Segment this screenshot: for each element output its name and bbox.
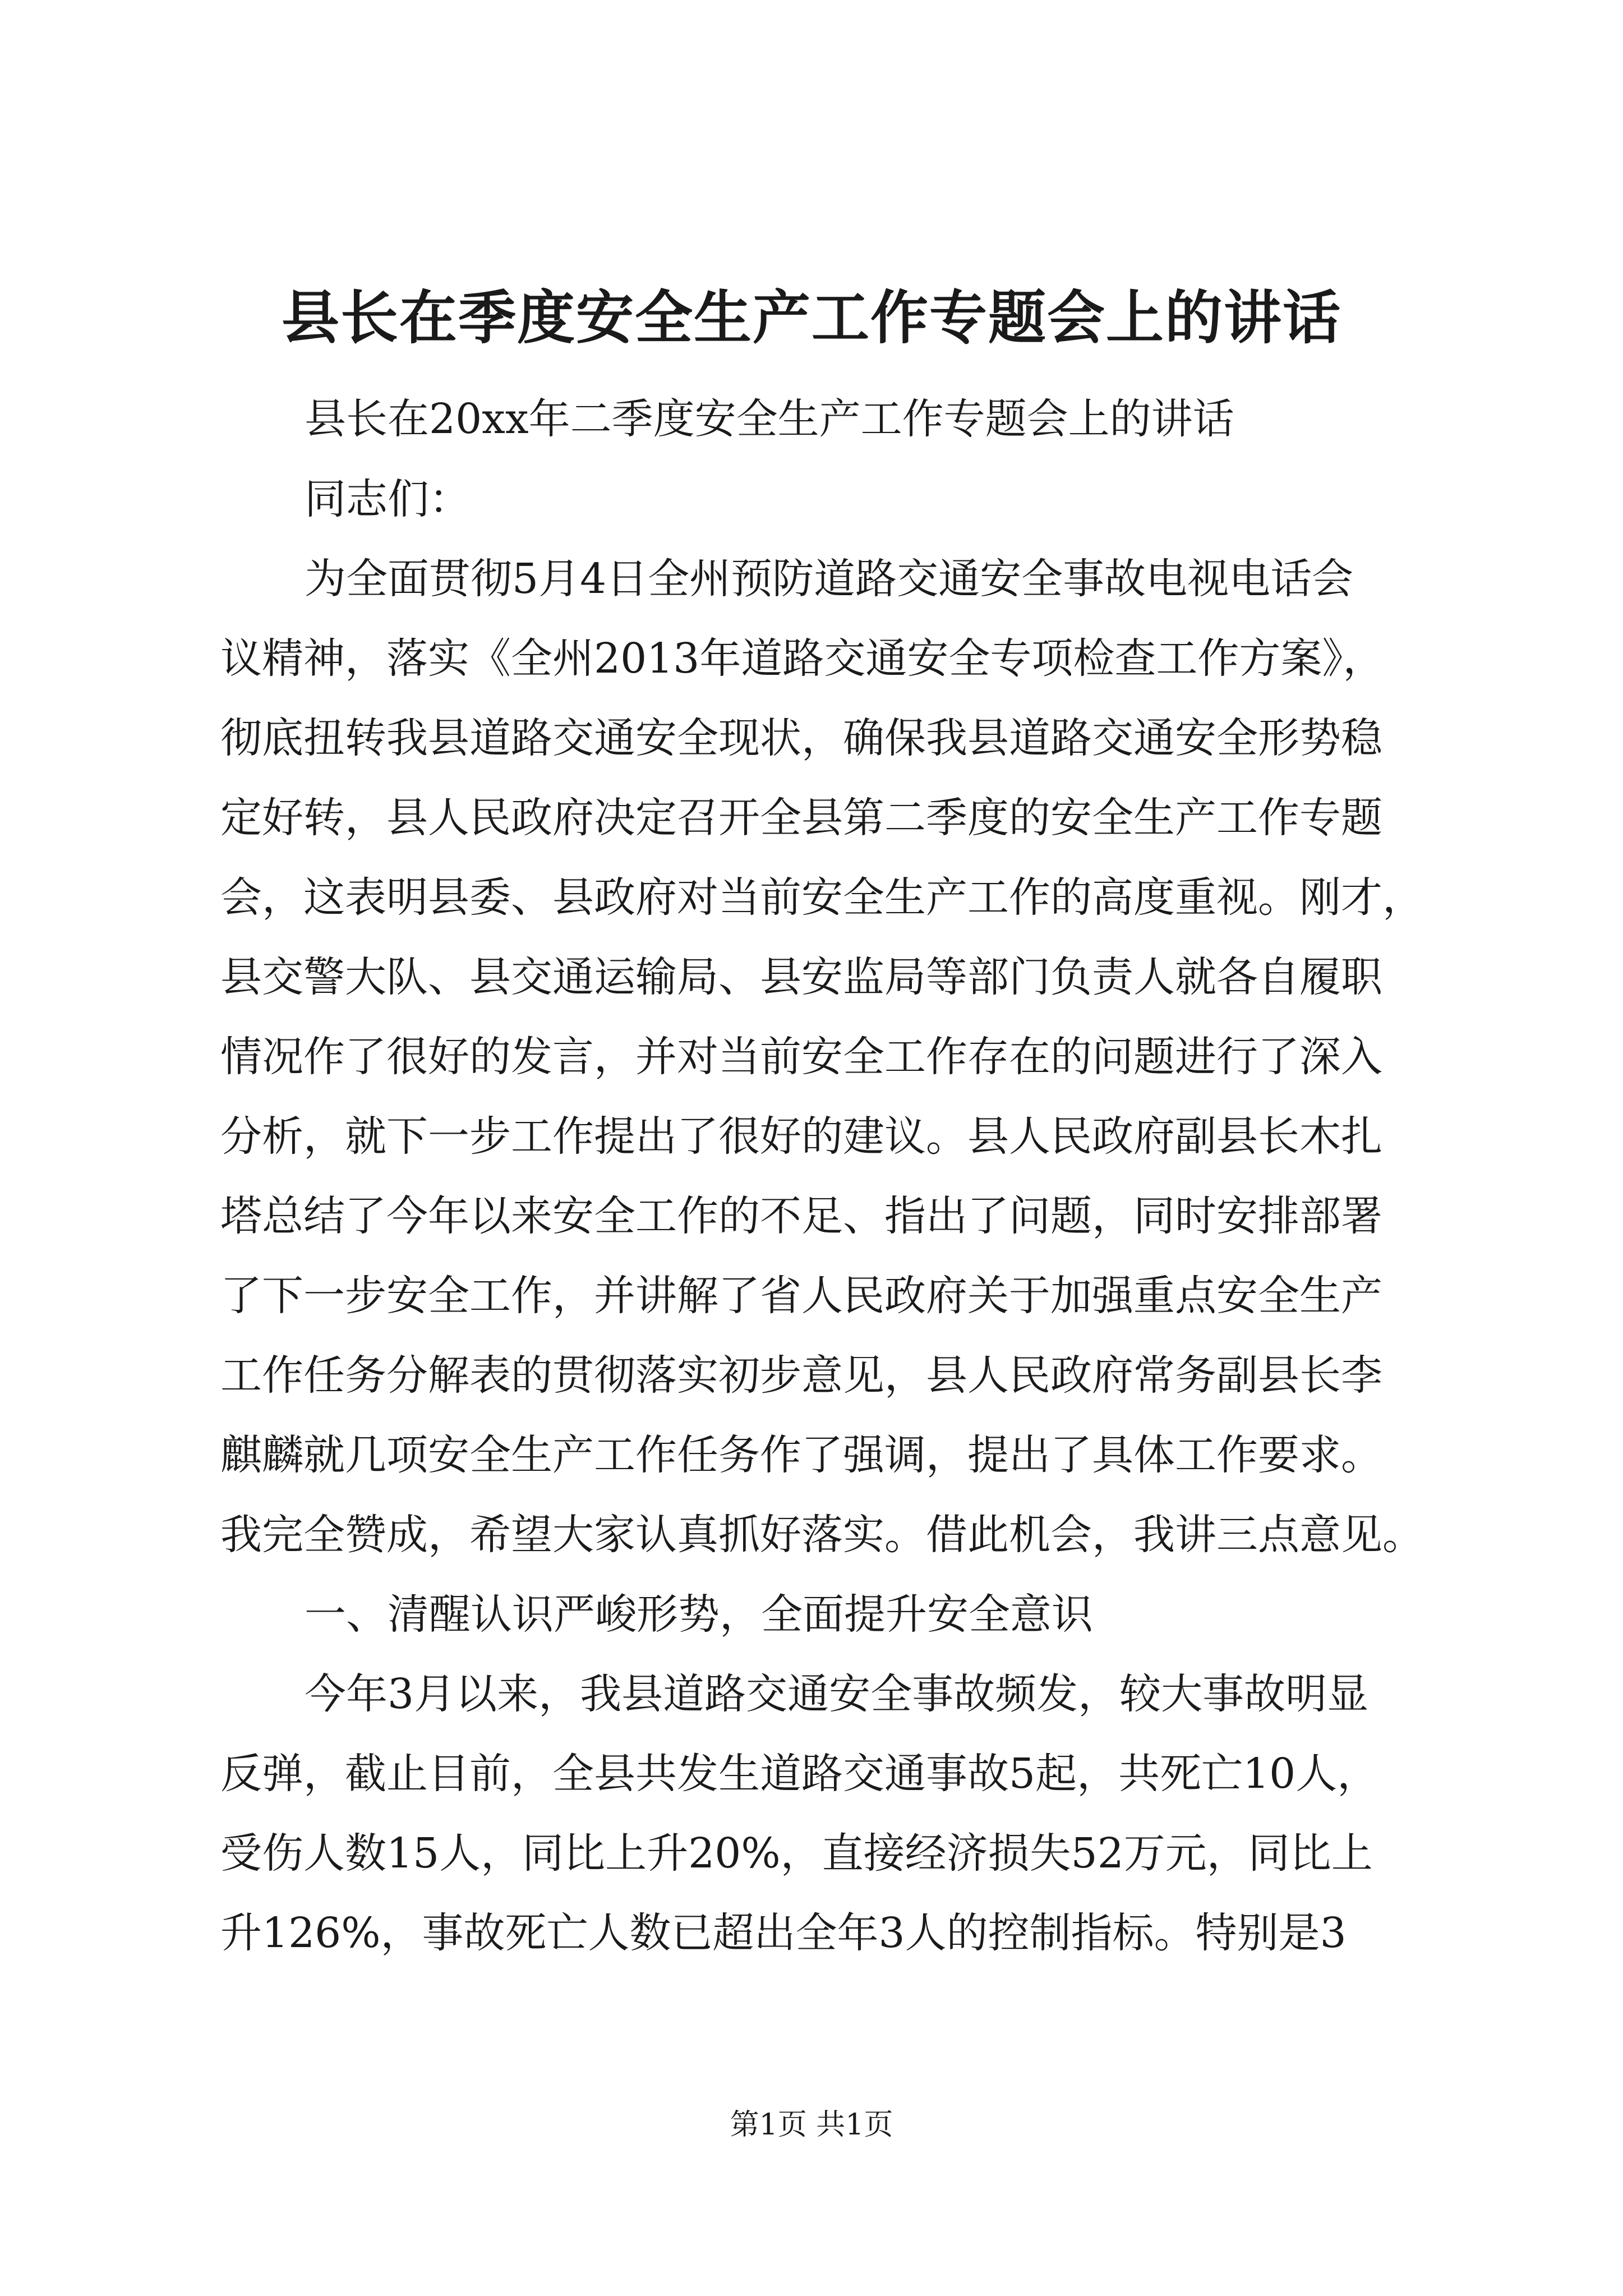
document-title: 县长在季度安全生产工作专题会上的讲话 (282, 284, 1341, 352)
paragraph-line: 彻底扭转我县道路交通安全现状，确保我县道路交通安全形势稳 (220, 714, 1382, 762)
paragraph-line: 工作任务分解表的贯彻落实初步意见，县人民政府常务副县长李 (220, 1351, 1382, 1400)
paragraph-line: 麒麟就几项安全生产工作任务作了强调，提出了具体工作要求。 (220, 1431, 1382, 1479)
paragraph-line: 为全面贯彻5月4日全州预防道路交通安全事故电视电话会 (305, 555, 1354, 603)
paragraph-line: 了下一步安全工作，并讲解了省人民政府关于加强重点安全生产 (220, 1272, 1382, 1320)
paragraph-line: 定好转，县人民政府决定召开全县第二季度的安全生产工作专题 (220, 794, 1382, 842)
paragraph-line: 议精神，落实《全州2013年道路交通安全专项检查工作方案》， (220, 634, 1385, 683)
section-heading: 一、清醒认识严峻形势，全面提升安全意识 (305, 1590, 1093, 1639)
paragraph-line: 情况作了很好的发言，并对当前安全工作存在的问题进行了深入 (220, 1033, 1382, 1081)
paragraph-line: 我完全赞成，希望大家认真抓好落实。借此机会，我讲三点意见。 (220, 1511, 1424, 1559)
paragraph-line: 反弹，截止目前，全县共发生道路交通事故5起，共死亡10人， (220, 1750, 1379, 1798)
paragraph-line: 塔总结了今年以来安全工作的不足、指出了问题，同时安排部署 (220, 1192, 1382, 1240)
document-subtitle: 县长在20xx年二季度安全生产工作专题会上的讲话 (305, 395, 1234, 443)
paragraph-line: 升126%，事故死亡人数已超出全年3人的控制指标。特别是3 (220, 1909, 1347, 1957)
salutation: 同志们： (305, 475, 471, 523)
paragraph-line: 今年3月以来，我县道路交通安全事故频发，较大事故明显 (305, 1670, 1369, 1718)
paragraph-line: 受伤人数15人，同比上升20%，直接经济损失52万元，同比上 (220, 1829, 1373, 1878)
paragraph-line: 县交警大队、县交通运输局、县安监局等部门负责人就各自履职 (220, 953, 1382, 1001)
page-footer: 第1页 共1页 (730, 2108, 893, 2142)
paragraph-line: 会，这表明县委、县政府对当前安全生产工作的高度重视。刚才， (220, 873, 1424, 922)
paragraph-line: 分析，就下一步工作提出了很好的建议。县人民政府副县长木扎 (220, 1112, 1382, 1161)
